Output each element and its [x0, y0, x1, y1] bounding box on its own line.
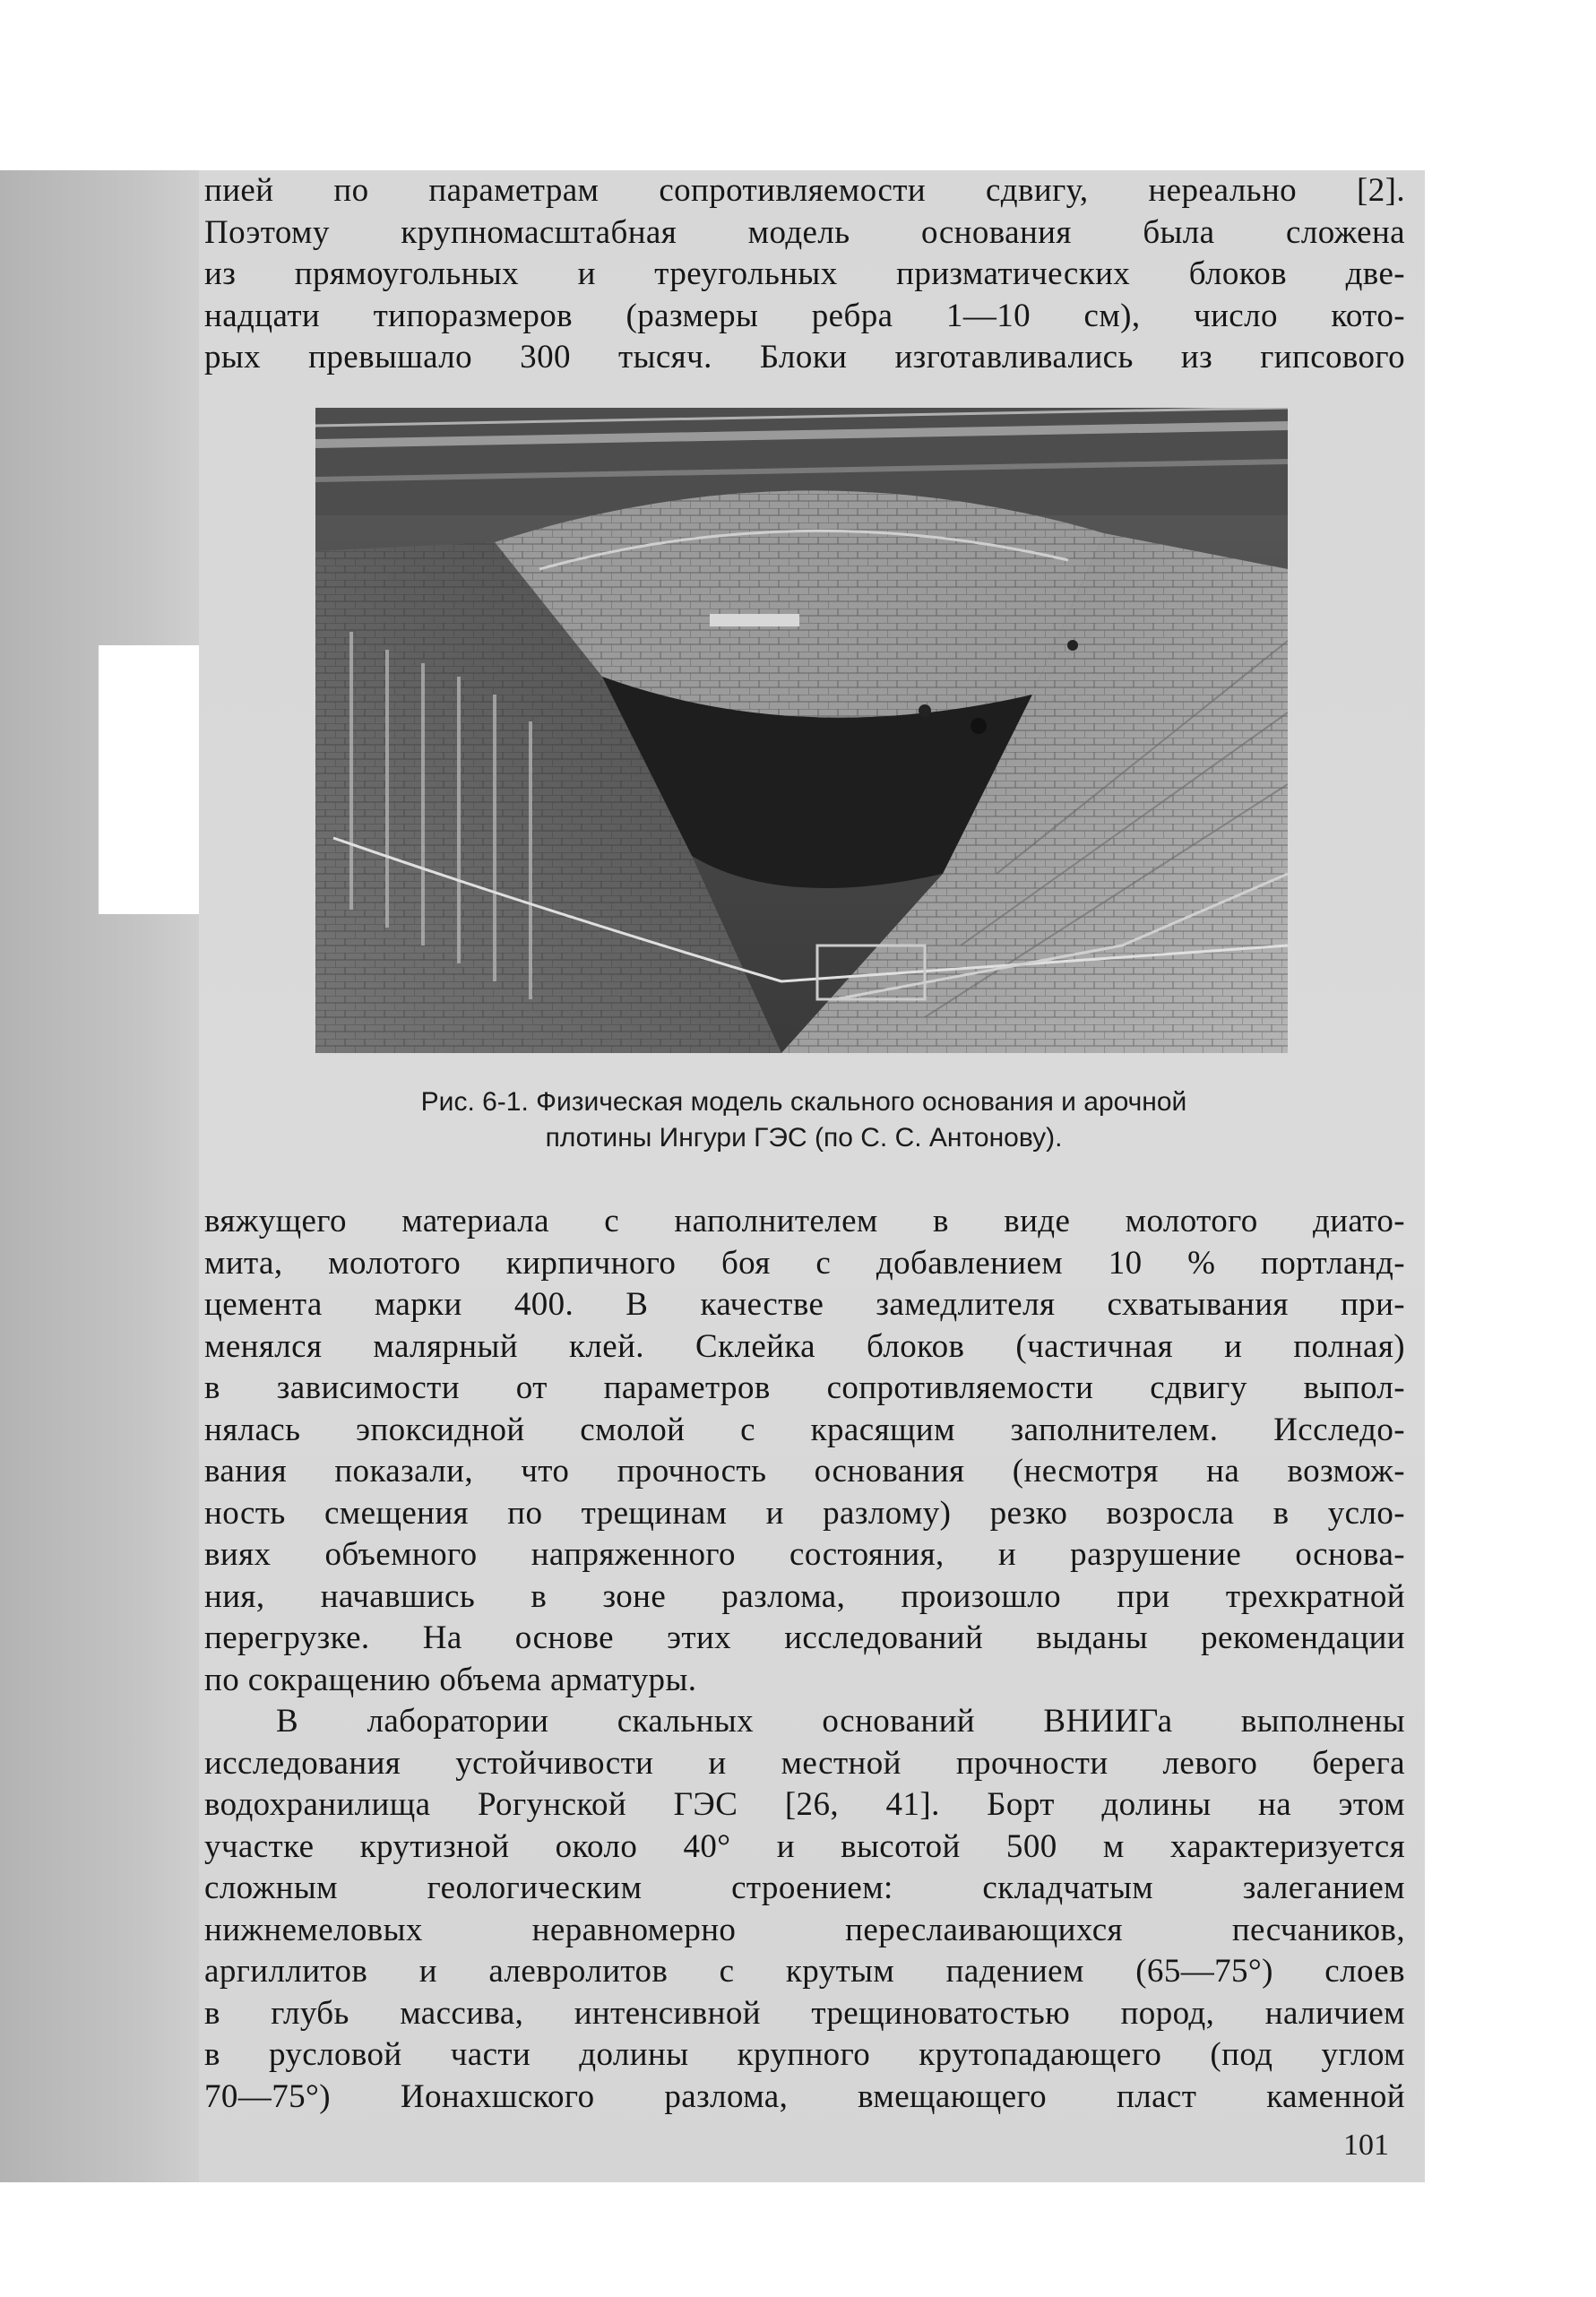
figure-caption [306, 1084, 1301, 1156]
text-line: ния, начавшись в зоне разлома, произошло при трехкратной [204, 1577, 1405, 1615]
text-line: цемента марки 400. В качестве замедлителя схватывания при- [204, 1286, 1405, 1323]
text-line: ность смещения по трещинам и разлому) резко возросла в усло- [204, 1494, 1405, 1532]
text-line: рых превышало 300 тысяч. Блоки изготавливались из гипсового [204, 339, 1405, 376]
text-line: водохранилища Рогунской ГЭС [26, 41]. Борт долины на этом [204, 1786, 1405, 1823]
text-line: пией по параметрам сопротивляемости сдвигу, нереально [2]. [204, 172, 1405, 209]
text-line-last: по сокращению объема арматуры. [204, 1661, 697, 1698]
text-line: мита, молотого кирпичного боя с добавлением 10 % портланд- [204, 1244, 1405, 1282]
photo-illustration [315, 408, 1288, 1053]
text-line: сложным геологическим строением: складчатым залеганием [204, 1870, 1405, 1906]
text-line: в русловой части долины крупного крутопадающего (под углом [204, 2036, 1405, 2073]
text-line: исследования устойчивости и местной прочности левого берега [204, 1744, 1405, 1782]
text-line: из прямоугольных и треугольных призматических блоков две- [204, 255, 1405, 292]
text-line: менялся малярный клей. Склейка блоков (частичная и полная) [204, 1327, 1405, 1365]
scan-margin-gap [99, 645, 199, 914]
text-line: Поэтому крупномасштабная модель основания была сложена [204, 213, 1405, 251]
text-line: нижнемеловых неравномерно переслаивающихся песчаников, [204, 1911, 1405, 1948]
text-line: в зависимости от параметров сопротивляемости сдвигу выпол- [204, 1369, 1405, 1406]
text-line: виях объемного напряженного состояния, и разрушение основа- [204, 1536, 1405, 1573]
caption-line-1: Рис. 6-1. Физическая модель скального основания и арочной [420, 1087, 1187, 1117]
scan-margin-strip [0, 170, 199, 2182]
figure-photo-dam-model [315, 408, 1288, 1053]
text-line-indent: В лаборатории скальных оснований ВНИИГа выполнены [276, 1703, 1405, 1740]
text-line: вяжущего материала с наполнителем в виде молотого диато- [204, 1203, 1405, 1239]
text-line: участке крутизной около 40° и высотой 500 м характеризуется [204, 1827, 1405, 1865]
text-line: 70—75°) Ионахшского разлома, вмещающего пласт каменной [204, 2077, 1405, 2115]
top-text-block [204, 170, 1405, 379]
text-line: в глубь массива, интенсивной трещиноватостью пород, наличием [204, 1994, 1405, 2032]
text-line: вания показали, что прочность основания (несмотря на возмож- [204, 1453, 1405, 1490]
book-page [199, 170, 1425, 2182]
text-line: надцати типоразмеров (размеры ребра 1—10 см), число кото- [204, 297, 1405, 334]
caption-line-2: плотины Ингури ГЭС (по С. С. Антонову). [545, 1123, 1063, 1153]
text-line: аргиллитов и алевролитов с крутым падением (65—75°) слоев [204, 1953, 1405, 1990]
text-line: перегрузке. На основе этих исследований выданы рекомендации [204, 1619, 1405, 1656]
text-line: нялась эпоксидной смолой с красящим заполнителем. Исследо- [204, 1411, 1405, 1448]
page-number: 101 [1343, 2129, 1389, 2162]
body-text-block [204, 1201, 1405, 2118]
